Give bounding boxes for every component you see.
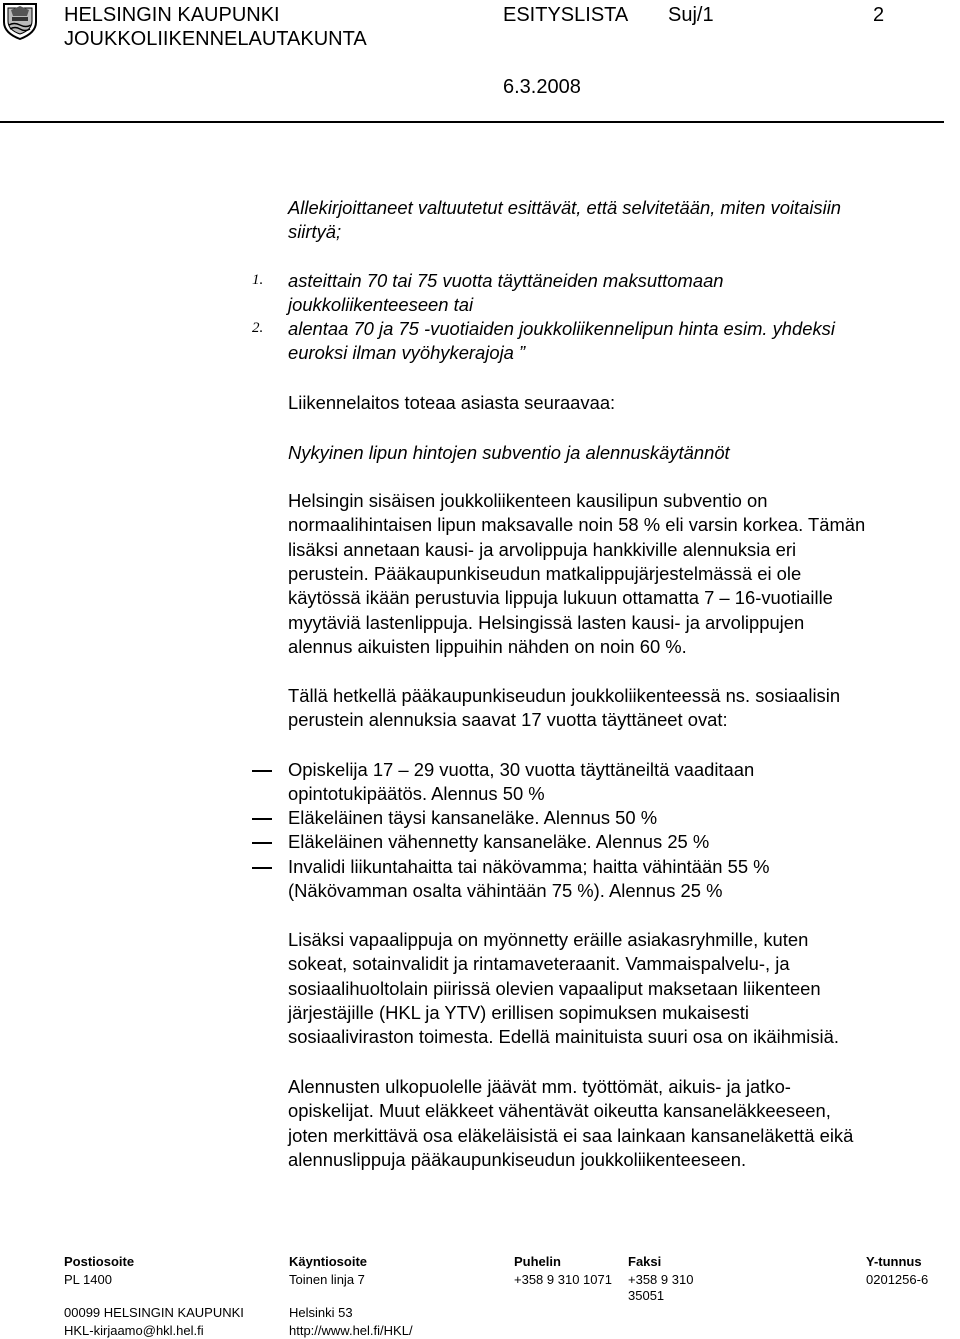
footer-postal-box: PL 1400 — [64, 1272, 112, 1287]
list-item-line: asteittain 70 tai 75 vuotta täyttäneiden maksuttomaan — [288, 270, 724, 291]
paragraph-line: Alennusten ulkopuolelle jäävät mm. työttömät, aikuis- ja jatko- — [288, 1076, 791, 1097]
section-subheading: Nykyinen lipun hintojen subventio ja alennuskäytännöt — [288, 442, 730, 463]
document-date: 6.3.2008 — [503, 76, 581, 98]
paragraph-line: normaalihintaisen lipun maksavalle noin 58 % eli varsin korkea. Tämän — [288, 514, 866, 535]
paragraph-line: opiskelijat. Muut eläkkeet vähentävät oikeutta kansaneläkkeeseen, — [288, 1100, 831, 1121]
paragraph-line: Tällä hetkellä pääkaupunkiseudun joukkoliikenteessä ns. sosiaalisin — [288, 685, 841, 706]
footer-ytunnus-value: 0201256-6 — [866, 1272, 929, 1287]
header-divider — [0, 121, 944, 123]
paragraph-line: käytössä ikään perustuvia lippuja lukuun ottamatta 7 – 16-vuotiaille — [288, 587, 833, 608]
paragraph-line: sosiaalihuoltolain piirissä olevien vapaaliput maksetaan liikenteen — [288, 978, 821, 999]
paragraph-line: Lisäksi vapaalippuja on myönnetty eräille asiakasryhmille, kuten — [288, 929, 809, 950]
dash-list-line: opintotukipäätös. Alennus 50 % — [288, 783, 545, 804]
org-committee: JOUKKOLIIKENNELAUTAKUNTA — [64, 28, 367, 50]
dash-list-line: Eläkeläinen täysi kansaneläke. Alennus 50 % — [288, 807, 658, 828]
footer-website-link[interactable]: http://www.hel.fi/HKL/ — [289, 1323, 413, 1338]
list-item-line: euroksi ilman vyöhykerajoja ” — [288, 342, 526, 363]
paragraph-line: myytäviä lastenlippuja. Helsingissä lasten kausi- ja arvolippujen — [288, 612, 805, 633]
footer-fax-label: Faksi — [628, 1254, 662, 1269]
paragraph-line: alennus aikuisten lippuihin nähden on noin 60 %. — [288, 636, 687, 657]
footer-visit-street: Toinen linja 7 — [289, 1272, 365, 1287]
dash-bullet — [252, 842, 272, 844]
footer-visit-label: Käyntiosoite — [289, 1254, 368, 1269]
footer-email-link[interactable]: HKL-kirjaamo@hkl.hel.fi — [64, 1323, 204, 1338]
dash-list-line: Eläkeläinen vähennetty kansaneläke. Alennus 25 % — [288, 831, 710, 852]
dash-bullet — [252, 818, 272, 820]
paragraph-line: joten merkittävä osa eläkeläisistä ei saa lainkaan kansaneläkettä eikä — [288, 1125, 854, 1146]
intro-line: Allekirjoittaneet valtuutetut esittävät, että selvitetään, miten voitaisiin — [288, 197, 842, 218]
paragraph-line: lisäksi annetaan kausi- ja arvolippuja hankkiville alennuksia eri — [288, 539, 797, 560]
footer-postal-city: 00099 HELSINGIN KAUPUNKI — [64, 1305, 244, 1320]
list-number: 1. — [252, 272, 264, 288]
paragraph-line: järjestäjille (HKL ja YTV) erillisen sopimuksen mukaisesti — [288, 1002, 749, 1023]
footer-visit-city: Helsinki 53 — [289, 1305, 353, 1320]
paragraph-line: sosiaaliviraston toimesta. Edellä mainituista suuri osa on ikäihmisiä. — [288, 1026, 839, 1047]
paragraph-line: perustein alennuksia saavat 17 vuotta täyttäneet ovat: — [288, 709, 728, 730]
paragraph-line: alennuslippuja pääkaupunkiseudun joukkoliikenteeseen. — [288, 1149, 747, 1170]
dash-list-line: Opiskelija 17 – 29 vuotta, 30 vuotta täyttäneiltä vaaditaan — [288, 759, 755, 780]
item-reference: Suj/1 — [668, 4, 714, 26]
dash-list-line: (Näkövamman osalta vähintään 75 %). Alennus 25 % — [288, 880, 723, 901]
dash-bullet — [252, 867, 272, 869]
list-number: 2. — [252, 320, 264, 336]
list-item-line: alentaa 70 ja 75 -vuotiaiden joukkoliikennelipun hinta esim. yhdeksi — [288, 318, 835, 339]
footer-ytunnus-label: Y-tunnus — [866, 1254, 922, 1269]
footer-fax-number: +358 9 310 — [628, 1272, 694, 1287]
footer-phone-number: +358 9 310 1071 — [514, 1272, 612, 1287]
helsinki-crest-logo — [0, 0, 40, 40]
page-number: 2 — [873, 4, 885, 26]
dash-list-line: Invalidi liikuntahaitta tai näkövamma; haitta vähintään 55 % — [288, 856, 770, 877]
paragraph-line: perustein. Pääkaupunkiseudun matkalippujärjestelmässä ei ole — [288, 563, 802, 584]
dash-bullet — [252, 770, 272, 772]
org-name: HELSINGIN KAUPUNKI — [64, 4, 280, 26]
footer-phone-label: Puhelin — [514, 1254, 561, 1269]
footer-postal-label: Postiosoite — [64, 1254, 135, 1269]
statement: Liikennelaitos toteaa asiasta seuraavaa: — [288, 392, 616, 413]
doc-type: ESITYSLISTA — [503, 4, 629, 26]
paragraph-line: Helsingin sisäisen joukkoliikenteen kausilipun subventio on — [288, 490, 768, 511]
footer-fax-number-cont: 35051 — [628, 1288, 665, 1303]
list-item-line: joukkoliikenteeseen tai — [288, 294, 474, 315]
intro-line: siirtyä; — [288, 221, 342, 242]
paragraph-line: sokeat, sotainvalidit ja rintamaveteraanit. Vammaispalvelu-, ja — [288, 953, 790, 974]
